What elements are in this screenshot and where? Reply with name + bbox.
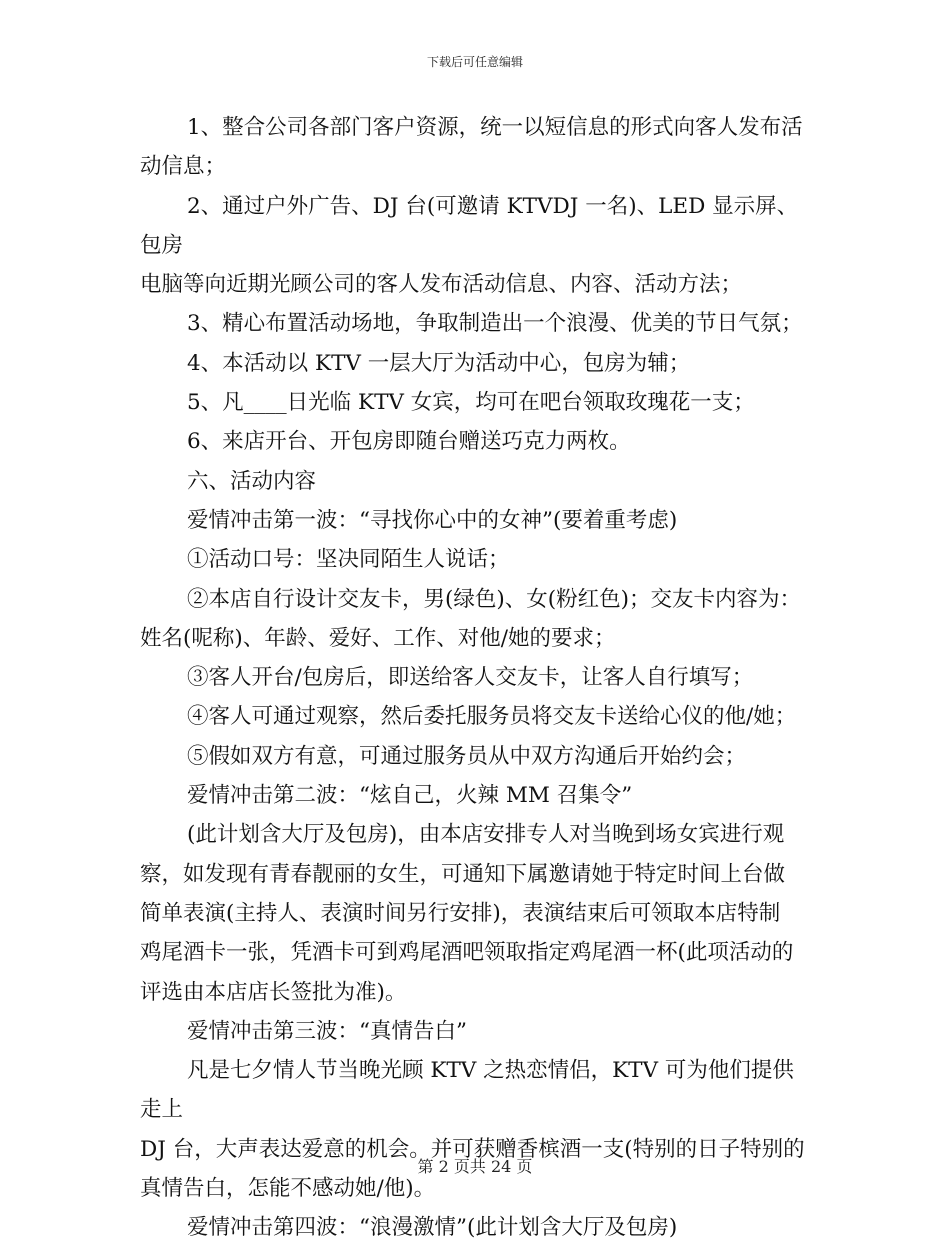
text-line: 1、整合公司各部门客户资源，统一以短信息的形式向客人发布活	[187, 115, 803, 140]
text-line: 评选由本店店长签批为准)。	[140, 979, 407, 1005]
page-header: 下载后可任意编辑	[426, 55, 523, 69]
text-line: 动信息；	[140, 154, 227, 180]
text-line: 真情告白，怎能不感动她/他)。	[140, 1176, 436, 1202]
text-line: 简单表演(主持人、表演时间另行安排)，表演结束后可领取本店特制	[140, 900, 781, 926]
text-line: (此计划含大厅及包房)，由本店安排专人对当晚到场女宾进行观	[187, 822, 785, 848]
text-line: 爱情冲击第三波：“真情告白”	[187, 1018, 467, 1044]
text-line: ⑤假如双方有意，可通过服务员从中双方沟通后开始约会；	[187, 743, 747, 769]
text-line: 电脑等向近期光顾公司的客人发布活动信息、内容、活动方法；	[140, 272, 743, 298]
text-line: 凡是七夕情人节当晚光顾 KTV 之热恋情侣，KTV 可为他们提供走上	[140, 1058, 794, 1123]
text-line: 鸡尾酒卡一张，凭酒卡可到鸡尾酒吧领取指定鸡尾酒一杯(此项活动的	[140, 940, 794, 966]
text-line: 2、通过户外广告、DJ 台(可邀请 KTVDJ 一名)、LED 显示屏、包房	[140, 193, 799, 258]
section-heading: 六、活动内容	[187, 468, 317, 494]
text-line: DJ 台，大声表达爱意的机会。并可获赠香槟酒一支(特别的日子特别的	[140, 1136, 805, 1162]
text-line: 察，如发现有青春靓丽的女生，可通知下属邀请她于特定时间上台做	[140, 861, 786, 887]
text-line: ③客人开台/包房后，即送给客人交友卡，让客人自行填写；	[187, 665, 754, 691]
text-line: 4、本活动以 KTV 一层大厅为活动中心，包房为辅；	[187, 350, 691, 376]
text-line: ①活动口号：坚决同陌生人说话；	[187, 547, 510, 573]
text-line: ②本店自行设计交友卡，男(绿色)、女(粉红色)；交友卡内容为：	[187, 586, 802, 612]
document-body	[140, 108, 812, 1248]
text-line: 爱情冲击第二波：“炫自己，火辣 MM 召集令”	[187, 783, 633, 809]
text-line: 爱情冲击第一波：“寻找你心中的女神”(要着重考虑)	[187, 507, 678, 533]
text-line: 5、凡____日光临 KTV 女宾，均可在吧台领取玫瑰花一支；	[187, 390, 755, 416]
text-line: 爱情冲击第四波：“浪漫激情”(此计划含大厅及包房)	[187, 1215, 678, 1241]
text-line: 姓名(呢称)、年龄、爱好、工作、对他/她的要求；	[140, 625, 616, 651]
text-line: ④客人可通过观察，然后委托服务员将交友卡送给心仪的他/她；	[187, 704, 797, 730]
text-line: 3、精心布置活动场地，争取制造出一个浪漫、优美的节日气氛；	[187, 311, 803, 337]
page-footer: 第 2 页共 24 页	[417, 1157, 533, 1176]
text-line: 6、来店开台、开包房即随台赠送巧克力两枚。	[187, 429, 631, 455]
